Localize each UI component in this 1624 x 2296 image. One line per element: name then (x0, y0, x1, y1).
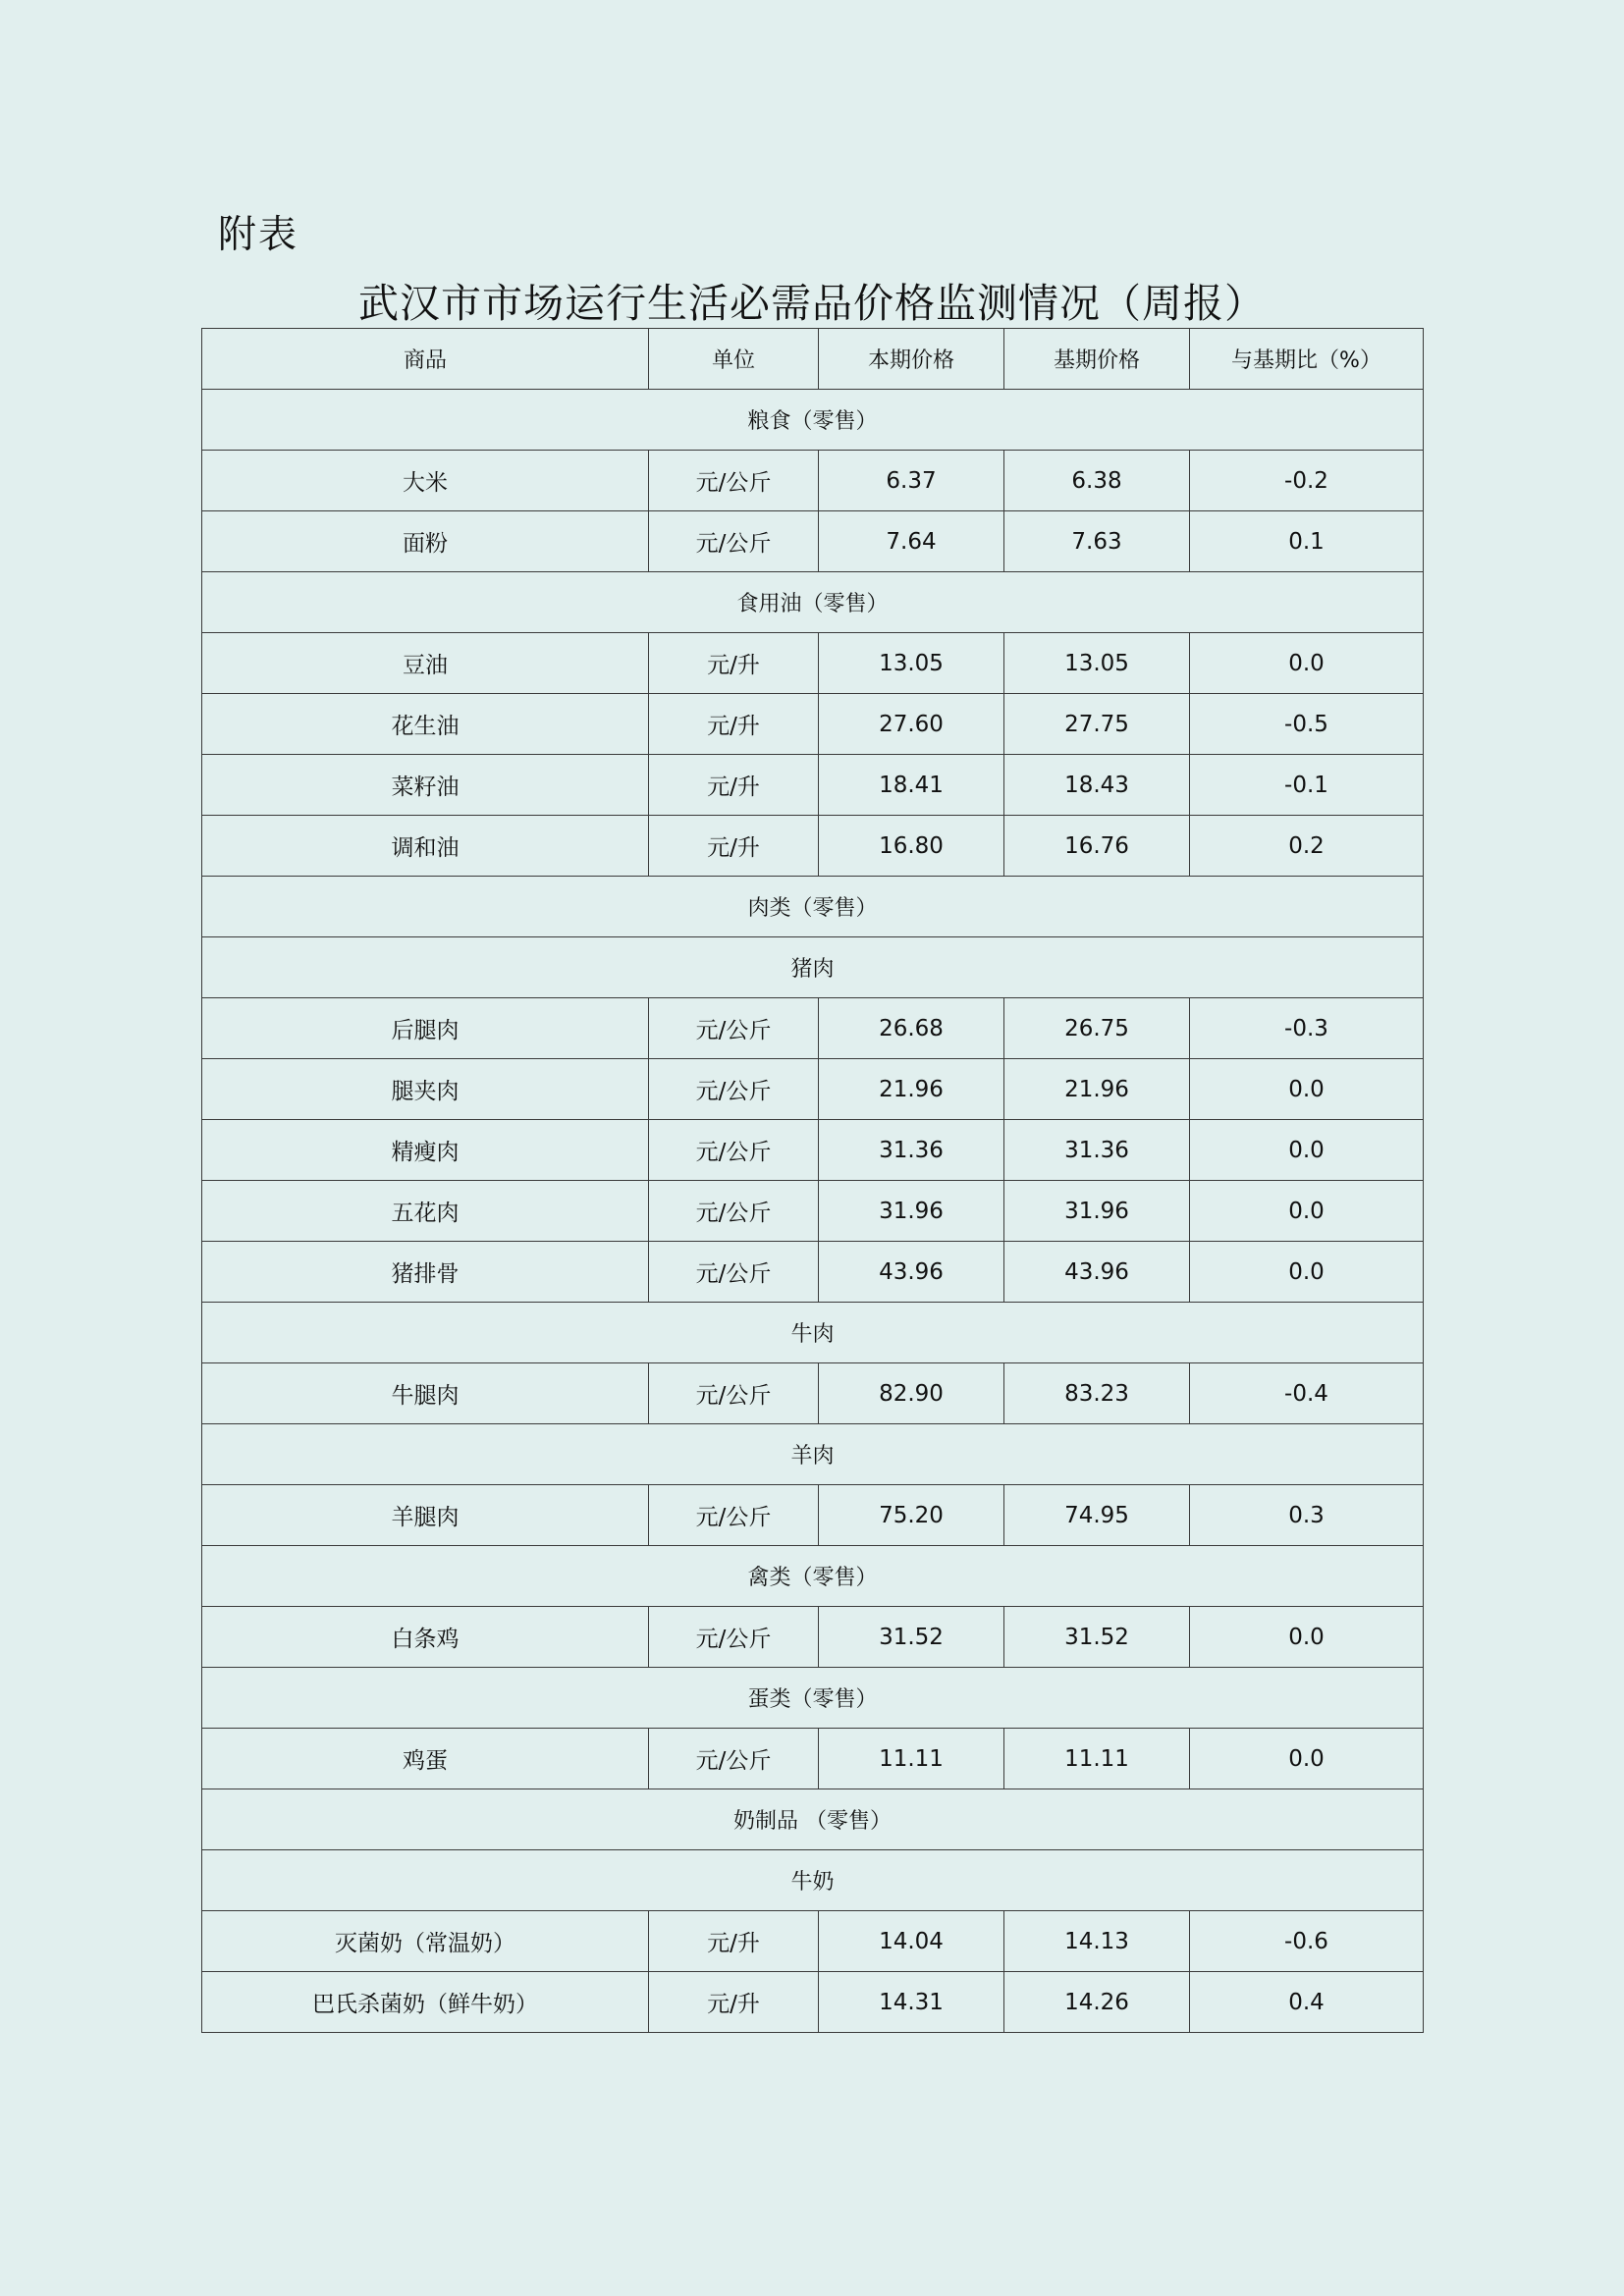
unit-cell: 元/升 (649, 1911, 819, 1972)
current-price-cell: 6.37 (819, 451, 1004, 511)
change-percent-cell: 0.0 (1190, 1607, 1424, 1668)
current-price-cell: 13.05 (819, 633, 1004, 694)
unit-cell: 元/公斤 (649, 1181, 819, 1242)
column-header-product: 商品 (202, 329, 649, 390)
product-name-cell: 五花肉 (202, 1181, 649, 1242)
product-name-cell: 猪排骨 (202, 1242, 649, 1303)
change-percent-cell: -0.4 (1190, 1363, 1424, 1424)
change-percent-cell: -0.2 (1190, 451, 1424, 511)
attachment-label: 附表 (218, 213, 299, 257)
change-percent-cell: 0.0 (1190, 633, 1424, 694)
table-row (202, 1120, 1424, 1181)
change-percent-cell: -0.3 (1190, 998, 1424, 1059)
category-label: 牛肉 (202, 1303, 1424, 1363)
table-row (202, 511, 1424, 572)
table-row (202, 755, 1424, 816)
category-label: 牛奶 (202, 1850, 1424, 1911)
change-percent-cell: 0.2 (1190, 816, 1424, 877)
current-price-cell: 14.04 (819, 1911, 1004, 1972)
change-percent-cell: 0.3 (1190, 1485, 1424, 1546)
table-row (202, 694, 1424, 755)
product-name-cell: 豆油 (202, 633, 649, 694)
unit-cell: 元/升 (649, 633, 819, 694)
table-row (202, 1059, 1424, 1120)
base-price-cell: 31.36 (1004, 1120, 1190, 1181)
unit-cell: 元/升 (649, 816, 819, 877)
base-price-cell: 13.05 (1004, 633, 1190, 694)
product-name-cell: 面粉 (202, 511, 649, 572)
unit-cell: 元/公斤 (649, 1729, 819, 1789)
column-header-base-price: 基期价格 (1004, 329, 1190, 390)
table-row (202, 998, 1424, 1059)
base-price-cell: 21.96 (1004, 1059, 1190, 1120)
change-percent-cell: 0.4 (1190, 1972, 1424, 2033)
base-price-cell: 43.96 (1004, 1242, 1190, 1303)
change-percent-cell: -0.6 (1190, 1911, 1424, 1972)
product-name-cell: 白条鸡 (202, 1607, 649, 1668)
change-percent-cell: 0.0 (1190, 1729, 1424, 1789)
table-row (202, 1972, 1424, 2033)
category-row (202, 1546, 1424, 1607)
change-percent-cell: 0.1 (1190, 511, 1424, 572)
column-header-current-price: 本期价格 (819, 329, 1004, 390)
table-row (202, 1181, 1424, 1242)
product-name-cell: 腿夹肉 (202, 1059, 649, 1120)
base-price-cell: 31.96 (1004, 1181, 1190, 1242)
table-row (202, 1242, 1424, 1303)
change-percent-cell: 0.0 (1190, 1120, 1424, 1181)
unit-cell: 元/公斤 (649, 451, 819, 511)
unit-cell: 元/公斤 (649, 1363, 819, 1424)
category-row (202, 572, 1424, 633)
table-row (202, 1729, 1424, 1789)
current-price-cell: 31.96 (819, 1181, 1004, 1242)
change-percent-cell: -0.5 (1190, 694, 1424, 755)
table-row (202, 1911, 1424, 1972)
base-price-cell: 11.11 (1004, 1729, 1190, 1789)
category-row (202, 877, 1424, 937)
table-row (202, 1363, 1424, 1424)
unit-cell: 元/公斤 (649, 998, 819, 1059)
current-price-cell: 27.60 (819, 694, 1004, 755)
base-price-cell: 14.26 (1004, 1972, 1190, 2033)
category-row (202, 1668, 1424, 1729)
category-label: 粮食（零售） (202, 390, 1424, 451)
product-name-cell: 精瘦肉 (202, 1120, 649, 1181)
unit-cell: 元/公斤 (649, 1485, 819, 1546)
current-price-cell: 31.52 (819, 1607, 1004, 1668)
table-row (202, 451, 1424, 511)
unit-cell: 元/公斤 (649, 1607, 819, 1668)
document-title: 武汉市市场运行生活必需品价格监测情况（周报） (358, 280, 1266, 327)
current-price-cell: 21.96 (819, 1059, 1004, 1120)
category-row (202, 390, 1424, 451)
change-percent-cell: 0.0 (1190, 1059, 1424, 1120)
product-name-cell: 调和油 (202, 816, 649, 877)
current-price-cell: 14.31 (819, 1972, 1004, 2033)
change-percent-cell: -0.1 (1190, 755, 1424, 816)
base-price-cell: 74.95 (1004, 1485, 1190, 1546)
product-name-cell: 牛腿肉 (202, 1363, 649, 1424)
category-label: 蛋类（零售） (202, 1668, 1424, 1729)
product-name-cell: 羊腿肉 (202, 1485, 649, 1546)
unit-cell: 元/公斤 (649, 1242, 819, 1303)
current-price-cell: 18.41 (819, 755, 1004, 816)
category-label: 肉类（零售） (202, 877, 1424, 937)
table-row (202, 1485, 1424, 1546)
product-name-cell: 巴氏杀菌奶（鲜牛奶） (202, 1972, 649, 2033)
product-name-cell: 鸡蛋 (202, 1729, 649, 1789)
current-price-cell: 11.11 (819, 1729, 1004, 1789)
unit-cell: 元/升 (649, 755, 819, 816)
column-header-unit: 单位 (649, 329, 819, 390)
unit-cell: 元/公斤 (649, 511, 819, 572)
base-price-cell: 16.76 (1004, 816, 1190, 877)
unit-cell: 元/公斤 (649, 1059, 819, 1120)
category-row (202, 1303, 1424, 1363)
current-price-cell: 75.20 (819, 1485, 1004, 1546)
base-price-cell: 27.75 (1004, 694, 1190, 755)
table-header-row (202, 329, 1424, 390)
category-label: 禽类（零售） (202, 1546, 1424, 1607)
table-body (202, 390, 1424, 2033)
current-price-cell: 82.90 (819, 1363, 1004, 1424)
base-price-cell: 83.23 (1004, 1363, 1190, 1424)
unit-cell: 元/公斤 (649, 1120, 819, 1181)
unit-cell: 元/升 (649, 694, 819, 755)
table-row (202, 1607, 1424, 1668)
unit-cell: 元/升 (649, 1972, 819, 2033)
price-table (201, 328, 1424, 2033)
change-percent-cell: 0.0 (1190, 1181, 1424, 1242)
product-name-cell: 后腿肉 (202, 998, 649, 1059)
category-row (202, 1850, 1424, 1911)
base-price-cell: 26.75 (1004, 998, 1190, 1059)
category-label: 奶制品 （零售） (202, 1789, 1424, 1850)
current-price-cell: 43.96 (819, 1242, 1004, 1303)
current-price-cell: 31.36 (819, 1120, 1004, 1181)
current-price-cell: 7.64 (819, 511, 1004, 572)
table-row (202, 633, 1424, 694)
base-price-cell: 6.38 (1004, 451, 1190, 511)
current-price-cell: 16.80 (819, 816, 1004, 877)
product-name-cell: 大米 (202, 451, 649, 511)
category-label: 猪肉 (202, 937, 1424, 998)
column-header-change: 与基期比（%） (1190, 329, 1424, 390)
category-label: 食用油（零售） (202, 572, 1424, 633)
product-name-cell: 灭菌奶（常温奶） (202, 1911, 649, 1972)
change-percent-cell: 0.0 (1190, 1242, 1424, 1303)
product-name-cell: 菜籽油 (202, 755, 649, 816)
category-row (202, 1789, 1424, 1850)
table-row (202, 816, 1424, 877)
base-price-cell: 7.63 (1004, 511, 1190, 572)
category-row (202, 1424, 1424, 1485)
category-label: 羊肉 (202, 1424, 1424, 1485)
base-price-cell: 31.52 (1004, 1607, 1190, 1668)
category-row (202, 937, 1424, 998)
base-price-cell: 14.13 (1004, 1911, 1190, 1972)
current-price-cell: 26.68 (819, 998, 1004, 1059)
product-name-cell: 花生油 (202, 694, 649, 755)
base-price-cell: 18.43 (1004, 755, 1190, 816)
